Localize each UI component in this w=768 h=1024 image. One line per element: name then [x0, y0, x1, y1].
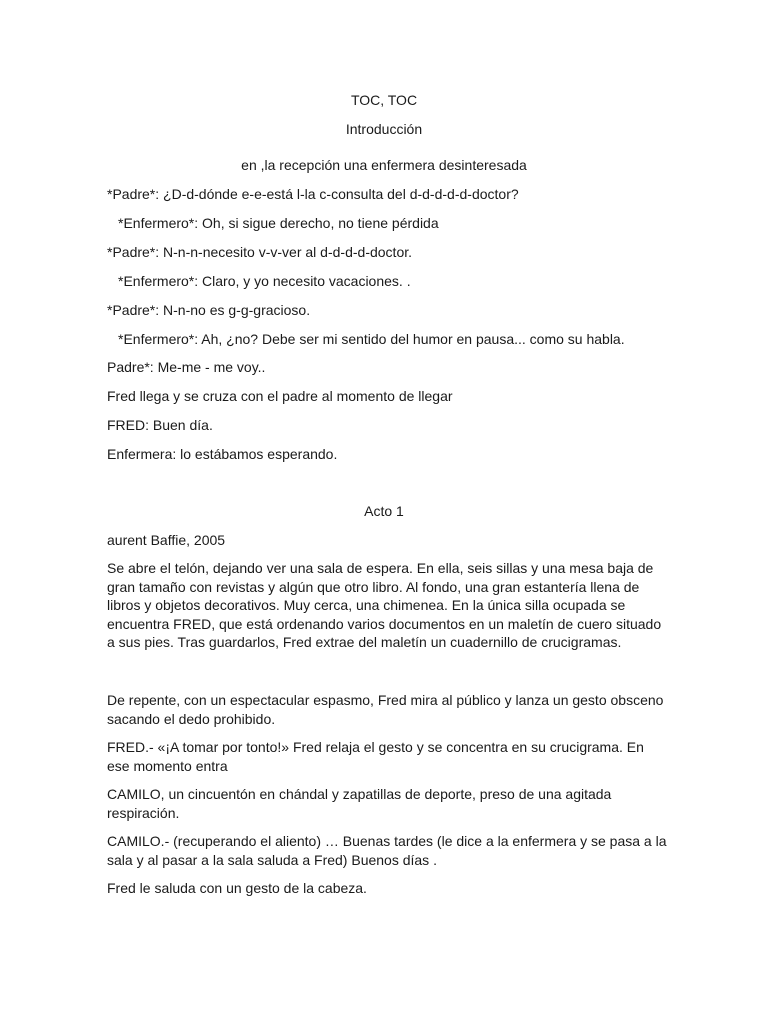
- dialogue-line: FRED: Buen día.: [107, 417, 213, 433]
- scene-note: en ,la recepción una enfermera desinteresada: [241, 157, 527, 173]
- stage-direction: Fred le saluda con un gesto de la cabeza.: [107, 880, 367, 896]
- dialogue-line: *Padre*: N-n-no es g-g-gracioso.: [107, 302, 311, 318]
- dialogue-line: *Padre*: ¿D-d-dónde e-e-está l-la c-consulta del d-d-d-d-d-doctor?: [107, 186, 519, 202]
- stage-direction-paragraph: CAMILO, un cincuentón en chándal y zapatillas de deporte, preso de una agitada respiración.: [107, 786, 612, 821]
- stage-direction: Fred llega y se cruza con el padre al momento de llegar: [107, 388, 453, 404]
- dialogue-line: Padre*: Me-me - me voy..: [107, 359, 266, 375]
- dialogue-line: Enfermera: lo estábamos esperando.: [107, 446, 338, 462]
- section-heading-introduction: Introducción: [345, 121, 423, 137]
- dialogue-paragraph: FRED.- «¡A tomar por tonto!» Fred relaja el gesto y se concentra en su crucigrama. En ese momento entra: [107, 739, 644, 774]
- stage-direction-paragraph: Se abre el telón, dejando ver una sala de espera. En ella, seis sillas y una mesa baja de gran tamaño con revistas y algún que otro libro. Al fondo, una gran estantería llena de libros y objetos decorativos. Muy cerca, una chimenea. En la única silla ocupada se encuentra FRED, que está ordenando varios documentos en un maletín de cuero situado a sus pies. Tras guardarlos, Fred extrae del maletín un cuadernillo de crucigramas.: [107, 560, 662, 650]
- document-title: TOC, TOC: [350, 92, 418, 108]
- author-credit: aurent Baffie, 2005: [107, 532, 226, 548]
- act-heading: Acto 1: [364, 503, 404, 519]
- dialogue-line: *Enfermero*: Oh, si sigue derecho, no tiene pérdida: [118, 215, 439, 231]
- dialogue-line: *Padre*: N-n-n-necesito v-v-ver al d-d-d-d-doctor.: [107, 244, 413, 260]
- dialogue-paragraph: CAMILO.- (recuperando el aliento) … Buenas tardes (le dice a la enfermera y se pasa a la sala y al pasar a la sala saluda a Fred) Buenos días .: [107, 833, 667, 868]
- dialogue-line: *Enfermero*: Ah, ¿no? Debe ser mi sentido del humor en pausa... como su habla.: [118, 331, 625, 347]
- stage-direction-paragraph: De repente, con un espectacular espasmo, Fred mira al público y lanza un gesto obsceno sacando el dedo prohibido.: [107, 692, 664, 727]
- dialogue-line: *Enfermero*: Claro, y yo necesito vacaciones. .: [118, 273, 411, 289]
